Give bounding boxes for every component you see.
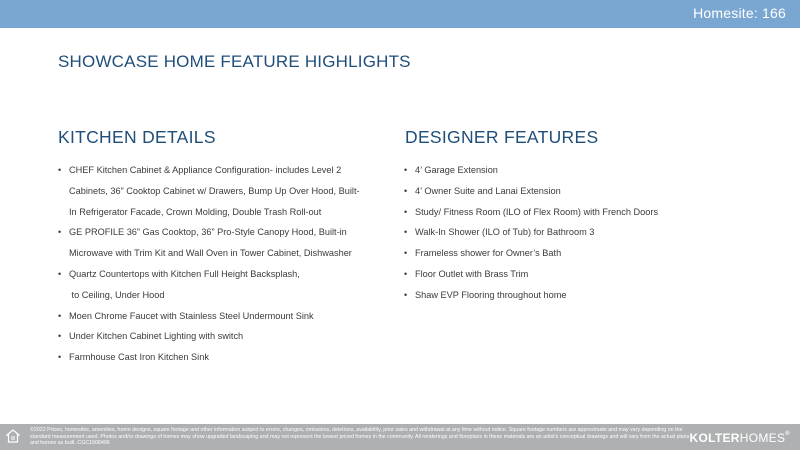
list-item-line: Quartz Countertops with Kitchen Full Height Backsplash, [69,268,300,279]
list-item [58,326,378,347]
list-item-line: Cabinets, 36” Cooktop Cabinet w/ Drawers, Bump Up Over Hood, Built- [69,185,360,196]
page-title: SHOWCASE HOME FEATURE HIGHLIGHTS [58,52,411,71]
designer-features-list [404,160,744,306]
footer-bar [0,424,800,450]
header-bar [0,0,800,28]
bullet: • [404,268,408,279]
list-item [58,222,378,264]
bullet: • [58,268,62,279]
list-item-line: 4’ Owner Suite and Lanai Extension [415,185,561,196]
list-item [58,264,378,306]
bullet: • [58,331,62,342]
list-item-line: Study/ Fitness Room (ILO of Flex Room) with French Doors [415,206,659,217]
bullet: • [404,248,408,259]
list-item-line: In Refrigerator Facade, Crown Molding, Double Trash Roll-out [69,206,322,217]
list-item-line: 4’ Garage Extension [415,165,498,175]
list-item [58,160,378,222]
list-item-line: to Ceiling, Under Hood [69,289,165,300]
designer-section-title: DESIGNER FEATURES [405,127,599,147]
legal-disclaimer: ©2022 Prices, homesites, amenities, home designs, square footage and other information subject to errors, changes, omissions, deletions, availability, prior sales and withdrawal at any time without notice. Square footage numbers are approximate and may vary depending on the standard measurement used. Photos and/or drawings of homes may show upgraded landscaping and may not represent the lowest priced homes in the community. All renderings and floorplans in these materials are an artist's conceptual drawings and will vary from the actual plans and homes as built. CGC1508406 [30,427,690,446]
bullet: • [58,227,62,238]
list-item-line: Under Kitchen Cabinet Lighting with switch [69,331,244,342]
bullet: • [404,206,408,217]
bullet: • [404,185,408,196]
bullet: • [404,227,408,238]
list-item-line: Frameless shower for Owner’s Bath [415,248,562,259]
list-item [58,306,378,327]
list-item-line: Moen Chrome Faucet with Stainless Steel Undermount Sink [69,310,314,321]
kolter-homes-logo [690,431,791,445]
equal-housing-icon [6,429,20,443]
brand-bold: KOLTER [689,431,740,445]
list-item-line: Microwave with Trim Kit and Wall Oven in Tower Cabinet, Dishwasher [69,248,352,259]
list-item-line: Floor Outlet with Brass Trim [415,268,529,279]
list-item-line: GE PROFILE 36” Gas Cooktop, 36” Pro-Style Canopy Hood, Built-in [69,227,347,238]
brand-light: HOMES [739,431,786,445]
list-item [404,285,744,306]
kitchen-details-list [58,160,378,368]
bullet: • [58,310,62,321]
homesite-label: Homesite: 166 [693,5,786,21]
list-item [404,181,744,202]
list-item [404,160,744,181]
registered-mark: ® [785,431,790,437]
bullet: • [404,289,408,300]
kitchen-section-title: KITCHEN DETAILS [58,127,216,147]
list-item [404,222,744,243]
list-item-line: Farmhouse Cast Iron Kitchen Sink [69,352,209,363]
list-item [404,243,744,264]
bullet: • [58,352,62,363]
list-item-line: Walk-In Shower (ILO of Tub) for Bathroom 3 [415,227,595,238]
list-item [404,264,744,285]
list-item [58,347,378,368]
list-item [404,202,744,223]
list-item-line: Shaw EVP Flooring throughout home [415,289,567,300]
bullet: • [58,165,62,175]
list-item-line: CHEF Kitchen Cabinet & Appliance Configuration- includes Level 2 [69,165,342,175]
bullet: • [404,165,408,175]
